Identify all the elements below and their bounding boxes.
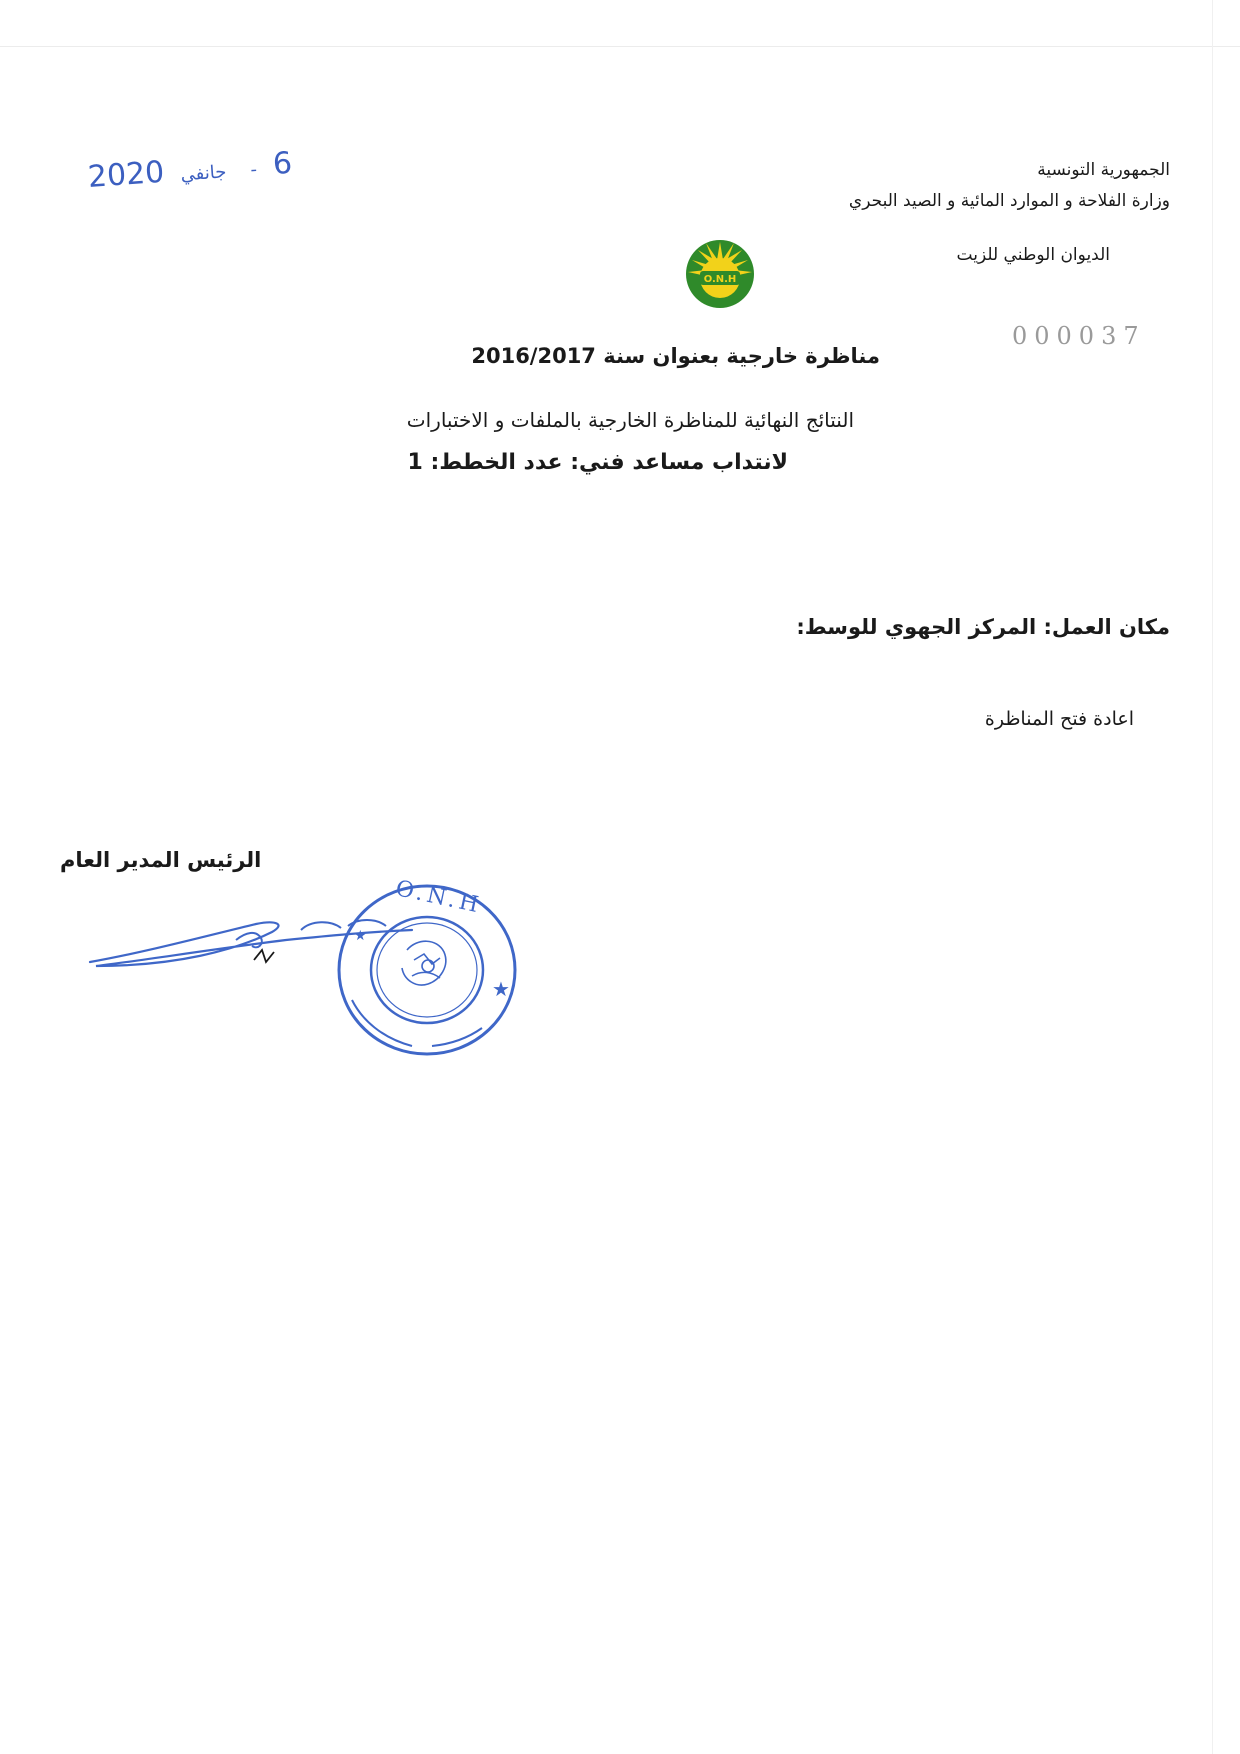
reference-number: 000037	[1012, 322, 1146, 350]
date-separator: -	[249, 159, 258, 181]
header-republic: الجمهورية التونسية	[1037, 160, 1170, 180]
workplace-line: مكان العمل: المركز الجهوي للوسط:	[796, 615, 1170, 639]
stamp-label: O.N.H	[393, 876, 485, 919]
header-office: الديوان الوطني للزيت	[956, 245, 1110, 265]
date-year: 2020	[86, 154, 166, 195]
logo-text: O.N.H	[703, 274, 737, 285]
header-ministry: وزارة الفلاحة و الموارد المائية و الصيد البحري	[848, 191, 1170, 211]
svg-text:★: ★	[492, 977, 510, 1001]
scan-edge-line	[0, 46, 1240, 47]
recruitment-heading: لانتداب مساعد فني: عدد الخطط: 1	[407, 450, 788, 475]
reopen-note: اعادة فتح المناظرة	[984, 708, 1134, 730]
date-day: 6	[271, 145, 294, 183]
results-heading: النتائج النهائية للمناظرة الخارجية بالملفات و الاختبارات	[406, 408, 854, 432]
handwritten-date	[87, 146, 293, 195]
svg-text:★: ★	[354, 928, 367, 944]
scan-edge-line-right	[1212, 0, 1213, 1754]
signatory-title: الرئيس المدير العام	[60, 848, 262, 872]
document-title: مناظرة خارجية بعنوان سنة 2016/2017	[471, 344, 880, 368]
onh-logo	[684, 238, 756, 310]
date-month: جانفي	[179, 161, 228, 186]
